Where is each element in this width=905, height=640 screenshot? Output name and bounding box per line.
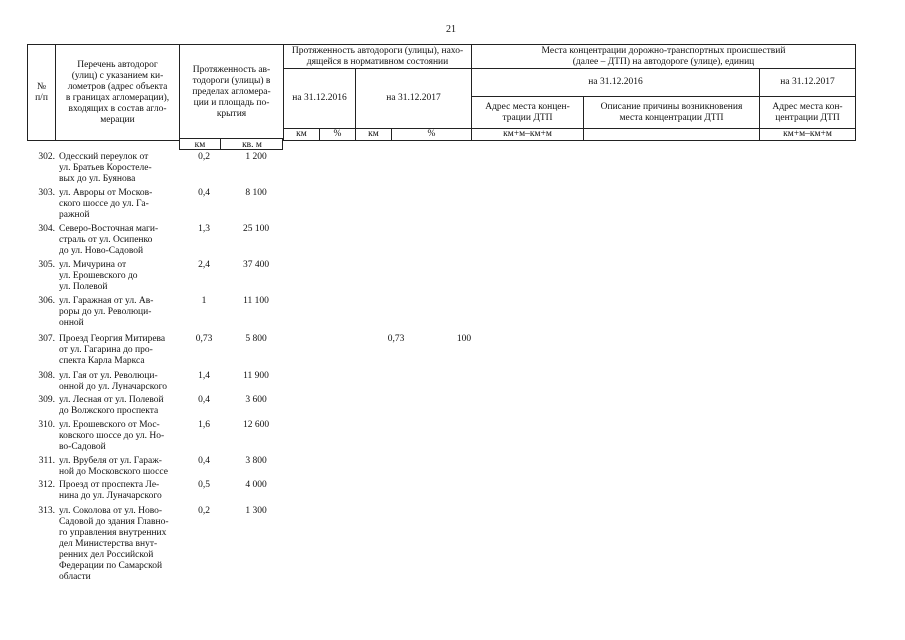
unit-km-range-2017: км+м–км+м — [760, 129, 856, 141]
row-number: 310. — [38, 420, 55, 430]
row-area-sqm: 3 800 — [245, 456, 267, 466]
row-road-name: Проезд от проспекта Ле- нина до ул. Луначарского — [59, 480, 162, 501]
row-road-name: ул. Ерошевского от Мос- ковского шоссе до ул. Но- во-Садовой — [59, 420, 165, 452]
row-road-name: Одесский переулок от ул. Братьев Коростеле- вых до ул. Буянова — [59, 152, 152, 184]
row-road-name: ул. Гаражная от ул. Ав- роры до ул. Революци- онной — [59, 296, 154, 328]
row-length-km: 0,2 — [198, 506, 210, 516]
row-normative-pct-2017: 100 — [456, 334, 472, 344]
row-number: 304. — [38, 224, 55, 234]
unit-pct-2016: % — [320, 129, 356, 141]
row-length-km: 0,5 — [198, 480, 210, 490]
row-area-sqm: 8 100 — [245, 188, 267, 198]
row-area-sqm: 5 800 — [245, 334, 267, 344]
unit-blank — [584, 129, 760, 141]
header-dtp-2017: на 31.12.2017 — [760, 69, 856, 97]
row-number: 302. — [38, 152, 55, 162]
row-area-sqm: 1 300 — [245, 506, 267, 516]
row-length-km: 1,4 — [198, 371, 210, 381]
length-units — [179, 138, 283, 150]
unit-sqm-length: кв. м — [242, 140, 262, 150]
row-road-name: ул. Авроры от Москов- ского шоссе до ул. Га- ражной — [59, 188, 153, 220]
header-dtp-cause-2016: Описание причины возникновения места концентрации ДТП — [584, 97, 760, 129]
row-area-sqm: 1 200 — [245, 152, 267, 162]
row-area-sqm: 12 600 — [242, 420, 270, 430]
row-area-sqm: 37 400 — [242, 260, 270, 270]
row-number: 306. — [38, 296, 55, 306]
header-dtp-2016: на 31.12.2016 — [472, 69, 760, 97]
header-normative-2016: на 31.12.2016 — [284, 69, 356, 129]
row-number: 313. — [38, 506, 55, 516]
row-number: 308. — [38, 371, 55, 381]
row-road-name: ул. Мичурина от ул. Ерошевского до ул. Полевой — [59, 260, 138, 292]
row-road-name: ул. Гая от ул. Революци- онной до ул. Луначарского — [59, 371, 168, 392]
row-area-sqm: 11 100 — [243, 296, 269, 306]
row-road-name: ул. Лесная от ул. Полевой до Волжского проспекта — [59, 395, 164, 416]
row-area-sqm: 25 100 — [242, 224, 270, 234]
header-dtp-address-2016: Адрес места концен- трации ДТП — [472, 97, 584, 129]
row-number: 312. — [38, 480, 55, 490]
row-number: 309. — [38, 395, 55, 405]
row-length-km: 0,4 — [198, 188, 210, 198]
header-num: № п/п — [28, 45, 56, 141]
header-length: Протяженность ав- тодороги (улицы) в пределах агломера- ции и площадь по- крытия — [180, 45, 284, 141]
header-dtp: Места концентрации дорожно-транспортных происшествий (далее – ДТП) на автодороге (улице), единиц — [472, 45, 856, 69]
row-length-km: 1,6 — [198, 420, 210, 430]
header-normative: Протяженность автодороги (улицы), нахо- дящейся в нормативном состоянии — [284, 45, 472, 69]
unit-pct-2017: % — [392, 129, 472, 141]
row-length-km: 0,73 — [195, 334, 213, 344]
row-road-name: Северо-Восточная маги- страль от ул. Осипенко до ул. Ново-Садовой — [59, 224, 159, 256]
page-number: 21 — [446, 24, 456, 35]
row-number: 305. — [38, 260, 55, 270]
row-number: 307. — [38, 334, 55, 344]
row-road-name: Проезд Георгия Митирева от ул. Гагарина до про- спекта Карла Маркса — [59, 334, 166, 366]
row-length-km: 0,2 — [198, 152, 210, 162]
row-length-km: 0,4 — [198, 456, 210, 466]
row-area-sqm: 4 000 — [245, 480, 267, 490]
header-dtp-address-2017: Адрес места кон- центрации ДТП — [760, 97, 856, 129]
row-length-km: 2,4 — [198, 260, 210, 270]
row-number: 303. — [38, 188, 55, 198]
row-length-km: 1,3 — [198, 224, 210, 234]
row-road-name: ул. Врубеля от ул. Гараж- ной до Московского шоссе — [59, 456, 168, 477]
row-length-km: 1 — [201, 296, 207, 306]
row-normative-km-2017: 0,73 — [387, 334, 405, 344]
unit-km-2016: км — [284, 129, 320, 141]
row-length-km: 0,4 — [198, 395, 210, 405]
header-road-list: Перечень автодорог (улиц) с указанием ки- лометров (адрес объекта в границах агломерации), входящих в состав агло- мерации — [56, 45, 180, 141]
unit-km-range-2016: км+м–км+м — [472, 129, 584, 141]
row-area-sqm: 11 900 — [243, 371, 269, 381]
header-normative-2017: на 31.12.2017 — [356, 69, 472, 129]
table-header — [27, 44, 856, 141]
unit-km-length: км — [194, 140, 206, 150]
unit-km-2017: км — [356, 129, 392, 141]
row-number: 311. — [38, 456, 55, 466]
row-road-name: ул. Соколова от ул. Ново- Садовой до здания Главно- го управления внутренних дел Министерства внут- ренних дел Российской Федерации по Самарской области — [59, 506, 169, 582]
row-area-sqm: 3 600 — [245, 395, 267, 405]
